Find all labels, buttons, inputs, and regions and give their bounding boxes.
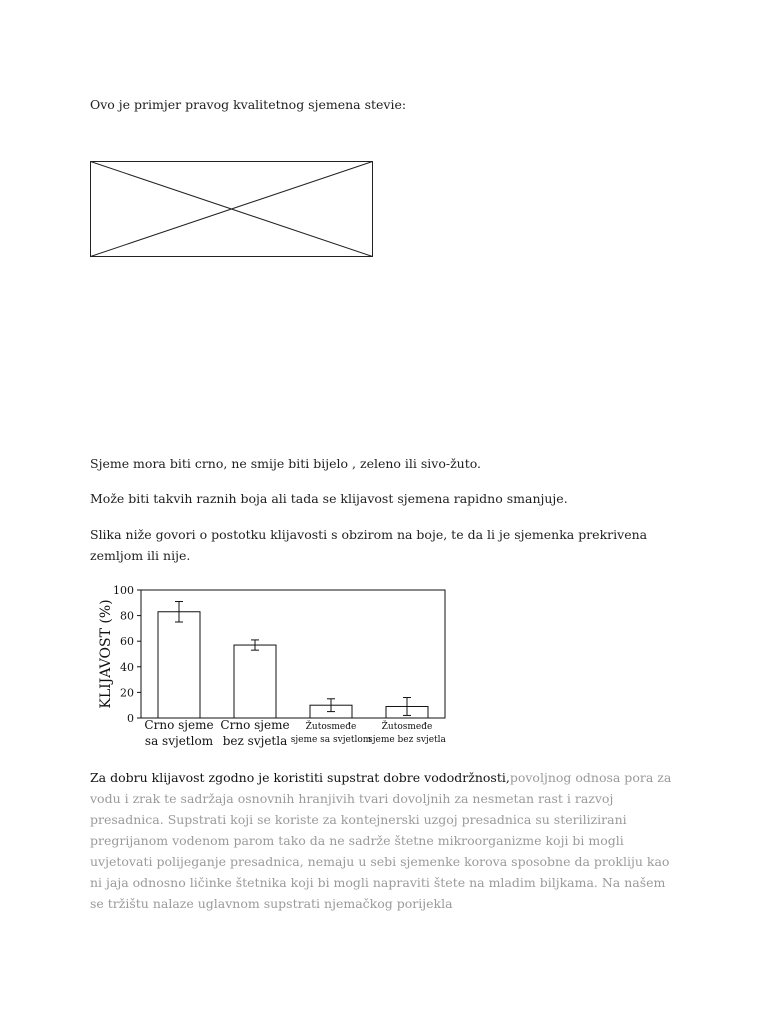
bar: [158, 612, 200, 718]
y-tick-label: 100: [113, 584, 134, 597]
germination-bar-chart: [90, 578, 460, 750]
y-tick-label: 0: [127, 712, 134, 725]
paragraph-chart-intro: Slika niže govori o postotku klijavosti s obzirom na boje, te da li je sjemenka prekrivena zemljom ili nije.: [90, 527, 648, 563]
substrate-lead-text: Za dobru klijavost zgodno je koristiti supstrat dobre vododržnosti,: [90, 770, 510, 785]
y-tick-label: 40: [120, 660, 134, 674]
x-category-label: Žutosmeđe: [381, 722, 433, 732]
broken-image-placeholder: [90, 161, 373, 257]
paragraph-other-colors: Može biti takvih raznih boja ali tada se klijavost sjemena rapidno smanjuje.: [90, 491, 568, 506]
paragraph-substrate: [90, 767, 680, 914]
y-tick-label: 20: [120, 686, 134, 700]
bar: [234, 645, 276, 718]
y-tick-label: 60: [120, 635, 134, 649]
x-category-label: Crno sjeme: [144, 718, 214, 732]
x-category-label: bez svjetla: [222, 734, 288, 748]
x-category-label: sjeme bez svjetla: [368, 735, 446, 745]
paragraph-seed-color: Sjeme mora biti crno, ne smije biti bijelo , zeleno ili sivo-žuto.: [90, 456, 482, 471]
x-category-label: sjeme sa svjetlom: [290, 735, 372, 745]
substrate-rest-text: povoljnog odnosa pora za vodu i zrak te sadržaja osnovnih hranjivih tvari dovoljnih za nesmetan rast i razvoj presadnica. Supstrati koji se koriste za kontejnerski uzgoj presadnica su sterilizirani pregrijanom vodenom parom tako da ne sadrže štetne mikroorganizme koji bi mogli uvjetovati polijeganje presadnica, nemaju u sebi sjemenke korova sposobne da prokliju kao ni jaja odnosno ličinke štetnika koji bi mogli napraviti štete na mladim biljkama. Na našem se tržištu nalaze uglavnom supstrati njemačkog porijekla: [90, 770, 672, 911]
x-category-label: sa svjetlom: [144, 734, 214, 748]
intro-text: Ovo je primjer pravog kvalitetnog sjemena stevie:: [90, 97, 407, 112]
x-category-label: Crno sjeme: [220, 718, 290, 732]
y-axis-label: KLIJAVOST (%): [98, 599, 114, 709]
y-tick-label: 80: [120, 609, 134, 623]
x-category-label: Žutosmeđe: [305, 722, 357, 732]
